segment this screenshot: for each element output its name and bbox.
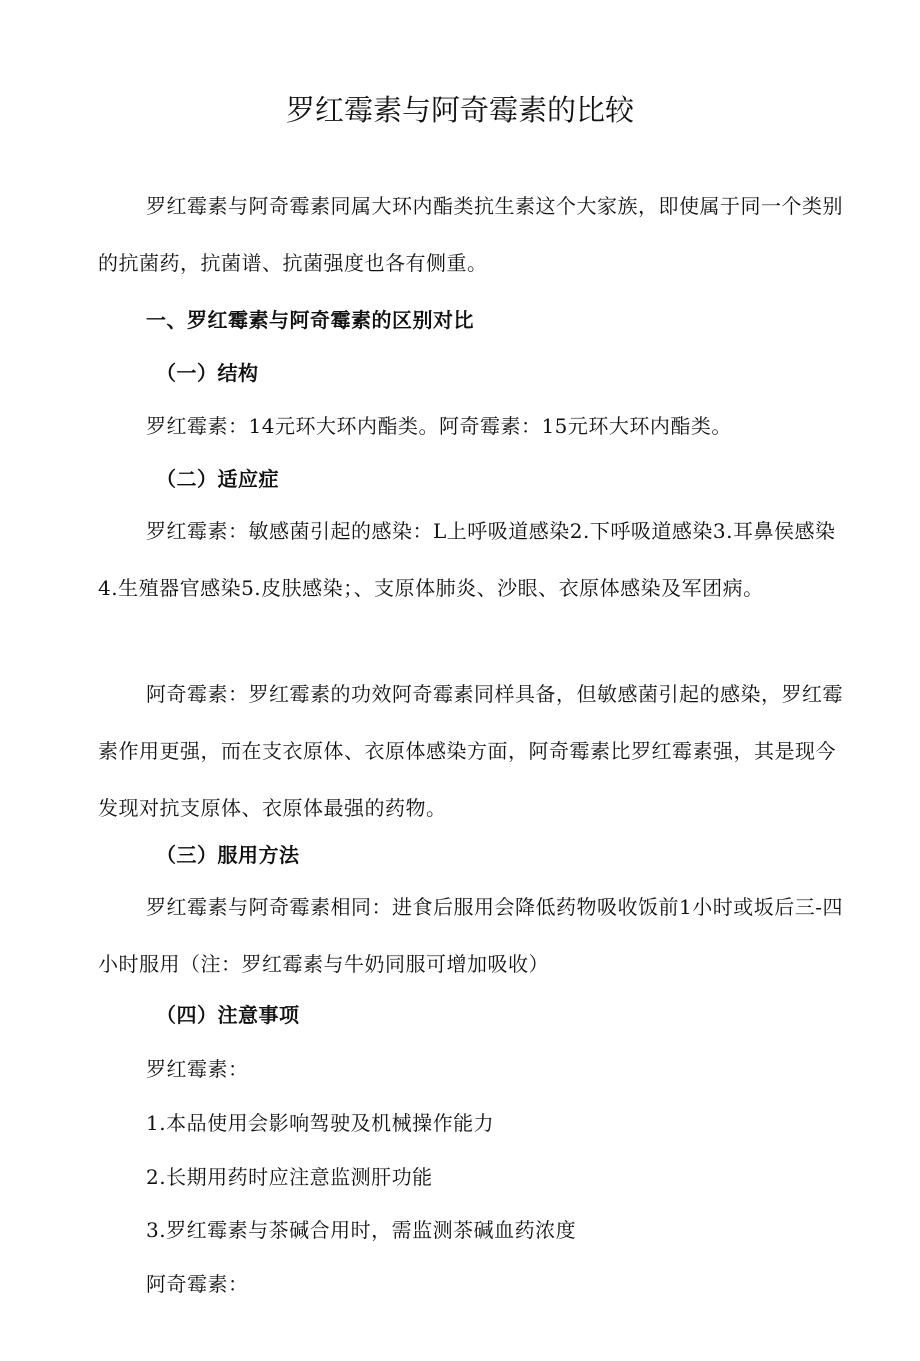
- section-heading-comparison: 一、罗红霉素与阿奇霉素的区别对比: [146, 308, 474, 332]
- precaution-item: 3.罗红霉素与茶碱合用时，需监测茶碱血药浓度: [146, 1218, 577, 1242]
- document-title: 罗红霉素与阿奇霉素的比较: [285, 93, 634, 127]
- precautions-roxithromycin-label: 罗红霉素：: [146, 1057, 249, 1081]
- precautions-azithromycin-label: 阿奇霉素：: [146, 1272, 249, 1296]
- subheading-usage: （三）服用方法: [156, 843, 300, 867]
- indications-azithromycin: 阿奇霉素：罗红霉素的功效阿奇霉素同样具备，但敏感菌引起的感染，罗红霉素作用更强，而在支衣原体、衣原体感染方面，阿奇霉素比罗红霉素强，其是现今发现对抗支原体、衣原体最强的药物。: [98, 682, 843, 820]
- indications-roxithromycin: 罗红霉素：敏感菌引起的感染：L上呼吸道感染2.下呼吸道感染3.耳鼻侯感染4.生殖器官感染5.皮肤感染；、支原体肺炎、沙眼、衣原体感染及军团病。: [98, 519, 836, 600]
- precaution-item: 2.长期用药时应注意监测肝功能: [146, 1165, 433, 1189]
- precaution-item: 1.本品使用会影响驾驶及机械操作能力: [146, 1111, 495, 1135]
- intro-paragraph: 罗红霉素与阿奇霉素同属大环内酯类抗生素这个大家族，即使属于同一个类别的抗菌药，抗菌谱、抗菌强度也各有侧重。: [98, 194, 843, 275]
- structure-text: 罗红霉素：14元环大环内酯类。阿奇霉素：15元环大环内酯类。: [146, 414, 732, 438]
- usage-text: 罗红霉素与阿奇霉素相同：进食后服用会降低药物吸收饭前1小时或坂后三-四小时服用（注：罗红霉素与牛奶同服可增加吸收）: [98, 895, 843, 976]
- subheading-precautions: （四）注意事项: [156, 1003, 300, 1027]
- subheading-structure: （一）结构: [156, 361, 259, 385]
- subheading-indications: （二）适应症: [156, 467, 279, 491]
